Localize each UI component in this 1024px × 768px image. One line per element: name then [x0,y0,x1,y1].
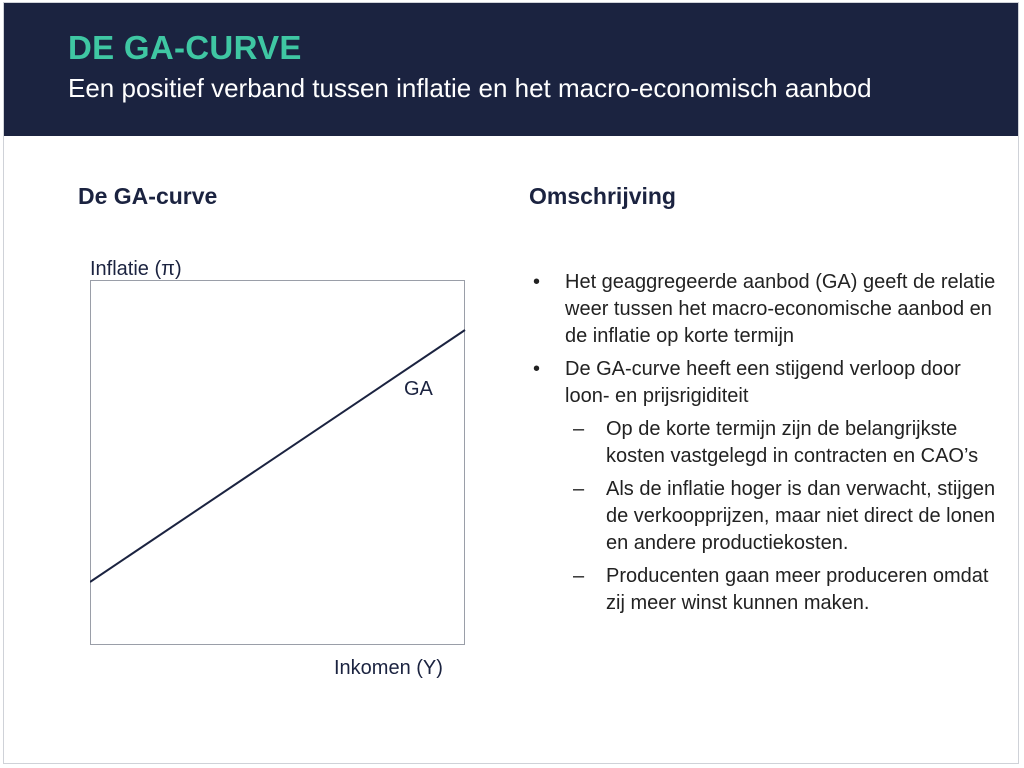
dash-marker: – [573,418,585,440]
description-heading: Omschrijving [529,183,676,209]
description-list [529,269,999,623]
ga-curve-line [90,330,465,582]
sub-bullet-text: Producenten gaan meer produceren omdat zij meer winst kunnen maken. [606,565,989,614]
plot-frame [91,281,465,645]
bullet-marker: • [533,271,541,293]
bullet-item [529,269,999,350]
ga-curve-heading: De GA-curve [78,183,218,209]
bullet-item [529,356,999,410]
x-axis-label: Inkomen (Y) [334,657,443,679]
dash-marker: – [573,565,585,587]
sub-bullet-text: Op de korte termijn zijn de belangrijkste kosten vastgelegd in contracten en CAO’s [606,418,979,467]
dash-marker: – [573,478,585,500]
slide [3,2,1019,764]
sub-bullet-item [529,476,999,557]
sub-bullet-text: Als de inflatie hoger is dan verwacht, stijgen de verkoopprijzen, maar niet direct de lonen en andere productiekosten. [606,478,996,554]
y-axis-label: Inflatie (π) [90,258,182,280]
bullet-text: De GA-curve heeft een stijgend verloop door loon- en prijsrigiditeit [565,358,961,407]
bullet-marker: • [533,358,541,380]
sub-bullet-item [529,563,999,617]
ga-curve-label: GA [404,378,433,400]
bullet-text: Het geaggregeerde aanbod (GA) geeft de relatie weer tussen het macro-economische aanbod en de inflatie op korte termijn [565,271,996,347]
slide-title: DE GA-CURVE [68,29,302,66]
ga-chart-area [90,280,466,646]
slide-subtitle: Een positief verband tussen inflatie en het macro-economisch aanbod [68,73,872,103]
sub-bullet-item [529,416,999,470]
